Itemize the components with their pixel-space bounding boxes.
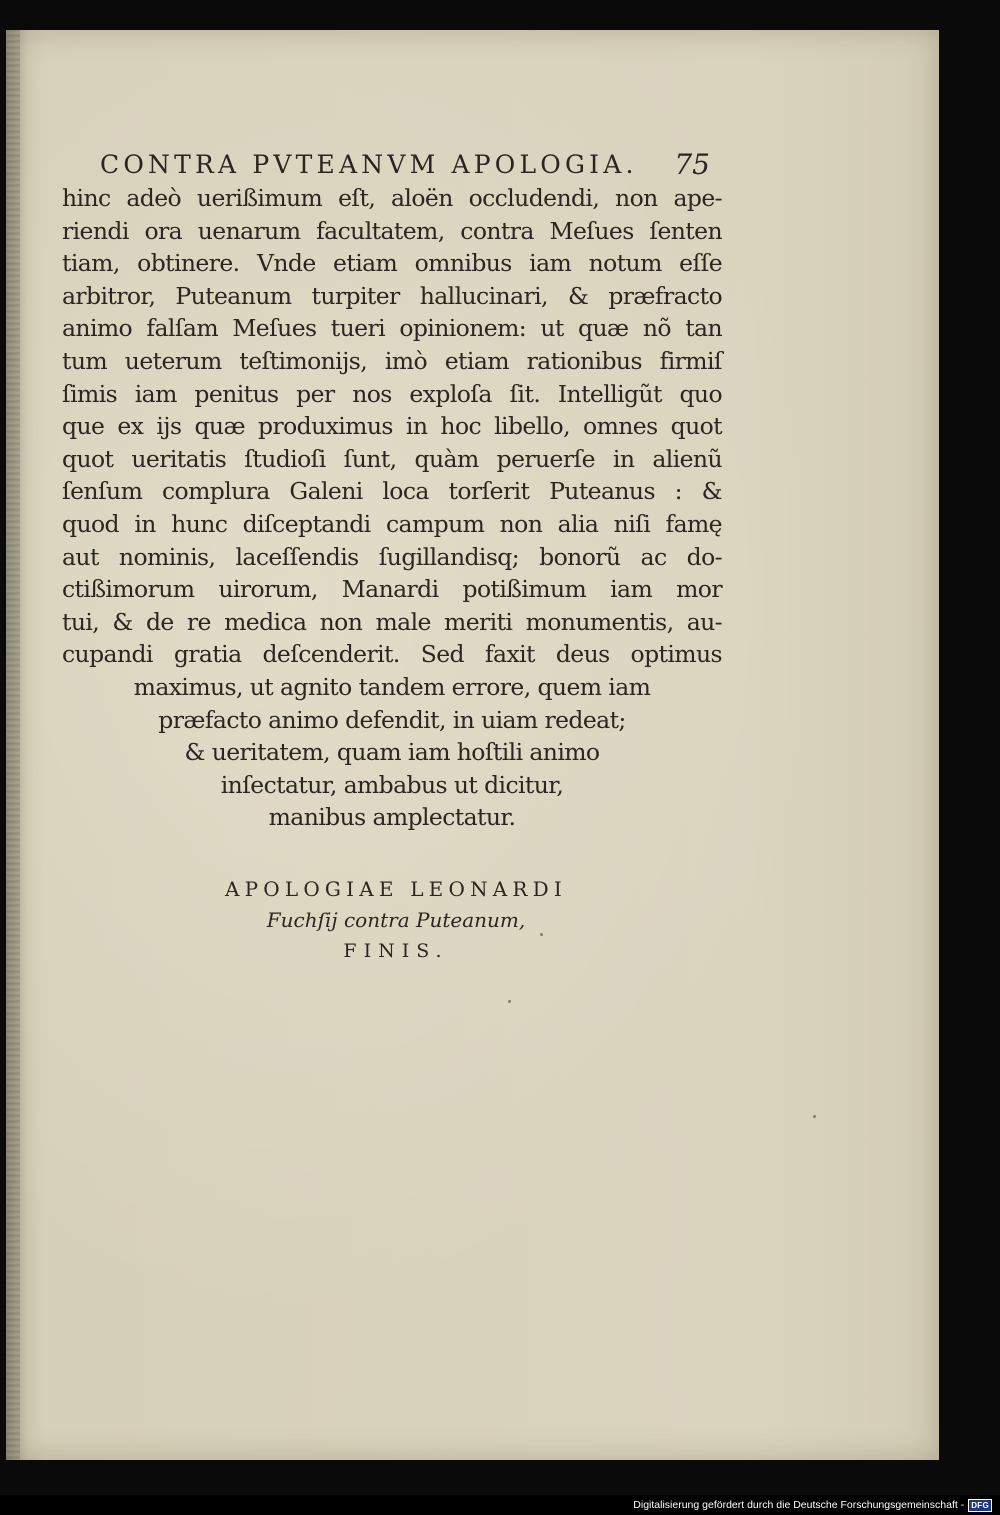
page-binding-edge	[6, 30, 20, 1460]
text-line-tapered: inſectatur, ambabus ut dicitur,	[220, 770, 564, 799]
page-number: 75	[674, 148, 710, 181]
paper-speck	[508, 1000, 511, 1003]
book-page	[6, 30, 939, 1460]
text-line-tapered: & ueritatem, quam iam hoſtili animo	[184, 738, 600, 767]
text-line: tui, & de re medica non male meriti monumentis, au-	[62, 607, 722, 636]
text-line: quot ueritatis ſtudioſi ſunt, quàm peruerſe in alienũ	[62, 444, 722, 473]
text-line-tapered: maximus, ut agnito tandem errore, quem iam	[133, 672, 651, 701]
running-head-title: CONTRA PVTEANVM APOLOGIA.	[100, 150, 638, 179]
colophon-finis: FINIS.	[343, 940, 449, 962]
body-text	[62, 182, 722, 834]
text-line-tapered: manibus amplectatur.	[268, 803, 516, 832]
text-line: quod in hunc diſceptandi campum non alia niſi famę	[62, 509, 722, 538]
text-line: ctißimorum uirorum, Manardi potißimum iam mor	[62, 575, 722, 604]
text-line: que ex ijs quæ produximus in hoc libello, omnes quot	[62, 412, 722, 441]
text-line: aut nominis, laceſſendis ſugillandisq; bonorũ ac do-	[62, 542, 722, 571]
colophon	[156, 873, 636, 967]
text-line: ſimis iam penitus per nos exploſa ſit. Intelligũt quo	[62, 379, 722, 408]
dfg-logo: DFG	[968, 1499, 992, 1512]
colophon-subtitle: Fuchſij contra Puteanum,	[266, 908, 526, 932]
text-line-tapered: præfacto animo defendit, in uiam redeat;	[158, 705, 626, 734]
text-line: animo falſam Meſues tueri opinionem: ut quæ nõ tan	[62, 314, 722, 343]
digitization-footer	[633, 1498, 992, 1512]
text-line: riendi ora uenarum facultatem, contra Meſues ſenten	[62, 216, 722, 245]
text-line: tiam, obtinere. Vnde etiam omnibus iam notum eſſe	[62, 249, 722, 278]
colophon-title: APOLOGIAE LEONARDI	[224, 877, 568, 901]
text-line: tum ueterum teſtimonijs, imò etiam rationibus firmiſ	[62, 346, 722, 375]
funding-credit: Digitalisierung gefördert durch die Deutsche Forschungsgemeinschaft -	[633, 1499, 965, 1511]
text-line: arbitror, Puteanum turpiter hallucinari, & præfracto	[62, 281, 722, 310]
text-line: ſenſum complura Galeni loca torſerit Puteanus : &	[62, 477, 722, 506]
running-head	[100, 148, 710, 184]
paper-speck	[540, 933, 543, 936]
paper-speck	[813, 1115, 816, 1118]
text-line: hinc adeò uerißimum eſt, aloën occludendi, non ape-	[62, 184, 722, 212]
text-line: cupandi gratia deſcenderit. Sed faxit deus optimus	[62, 640, 722, 669]
